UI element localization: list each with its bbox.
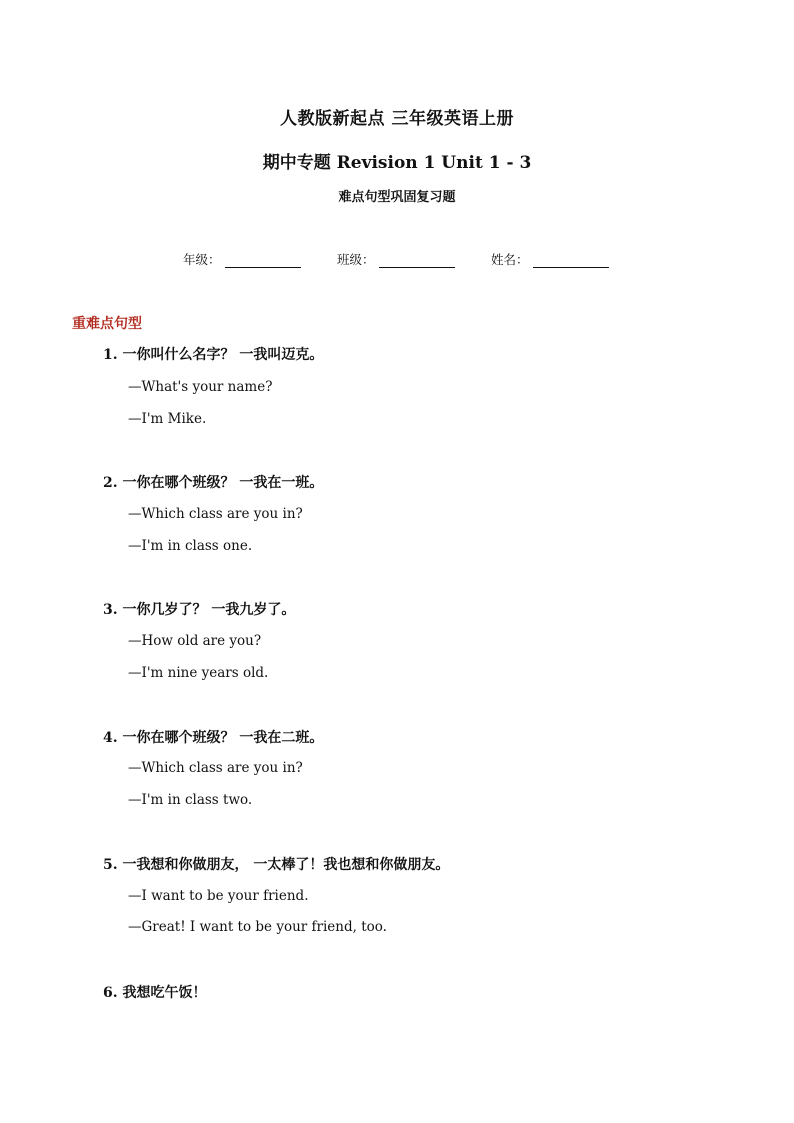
question-title: 1. 一你叫什么名字？ 一我叫迈克。 bbox=[103, 347, 324, 363]
dialogue-line: —I'm Mike. bbox=[128, 411, 207, 427]
dialogue-line: —Which class are you in? bbox=[128, 760, 303, 776]
name-label: 姓名： bbox=[491, 252, 529, 267]
class-blank[interactable] bbox=[379, 253, 455, 268]
page-title: 人教版新起点 三年级英语上册 bbox=[280, 109, 514, 129]
dialogue-line: —I'm in class two. bbox=[128, 792, 253, 808]
dialogue-line: —What's your name? bbox=[128, 379, 273, 395]
grade-blank[interactable] bbox=[225, 253, 301, 268]
dialogue-line: —Which class are you in? bbox=[128, 506, 303, 522]
question-title: 3. 一你几岁了？ 一我九岁了。 bbox=[103, 602, 296, 618]
dialogue-line: —I'm nine years old. bbox=[128, 665, 269, 681]
question-title: 5. 一我想和你做朋友， 一太棒了！我也想和你做朋友。 bbox=[103, 857, 450, 873]
dialogue-line: —Great! I want to be your friend, too. bbox=[128, 919, 387, 935]
dialogue-line: —I want to be your friend. bbox=[128, 888, 309, 904]
grade-field bbox=[183, 250, 301, 268]
class-label: 班级： bbox=[337, 252, 375, 267]
name-blank[interactable] bbox=[533, 253, 609, 268]
question-title: 4. 一你在哪个班级？ 一我在二班。 bbox=[103, 730, 324, 746]
page-subtitle: 难点句型巩固复习题 bbox=[338, 190, 456, 205]
section-heading: 重难点句型 bbox=[72, 316, 142, 332]
page-subtitle-revision: 期中专题 Revision 1 Unit 1 - 3 bbox=[262, 153, 532, 173]
dialogue-line: —I'm in class one. bbox=[128, 538, 253, 554]
student-info-row bbox=[183, 250, 623, 270]
class-field bbox=[337, 250, 455, 268]
question-title: 2. 一你在哪个班级？ 一我在一班。 bbox=[103, 475, 324, 491]
grade-label: 年级： bbox=[183, 252, 221, 267]
dialogue-line: —How old are you? bbox=[128, 633, 262, 649]
question-title: 6. 我想吃午饭！ bbox=[103, 985, 207, 1001]
name-field bbox=[491, 250, 609, 268]
